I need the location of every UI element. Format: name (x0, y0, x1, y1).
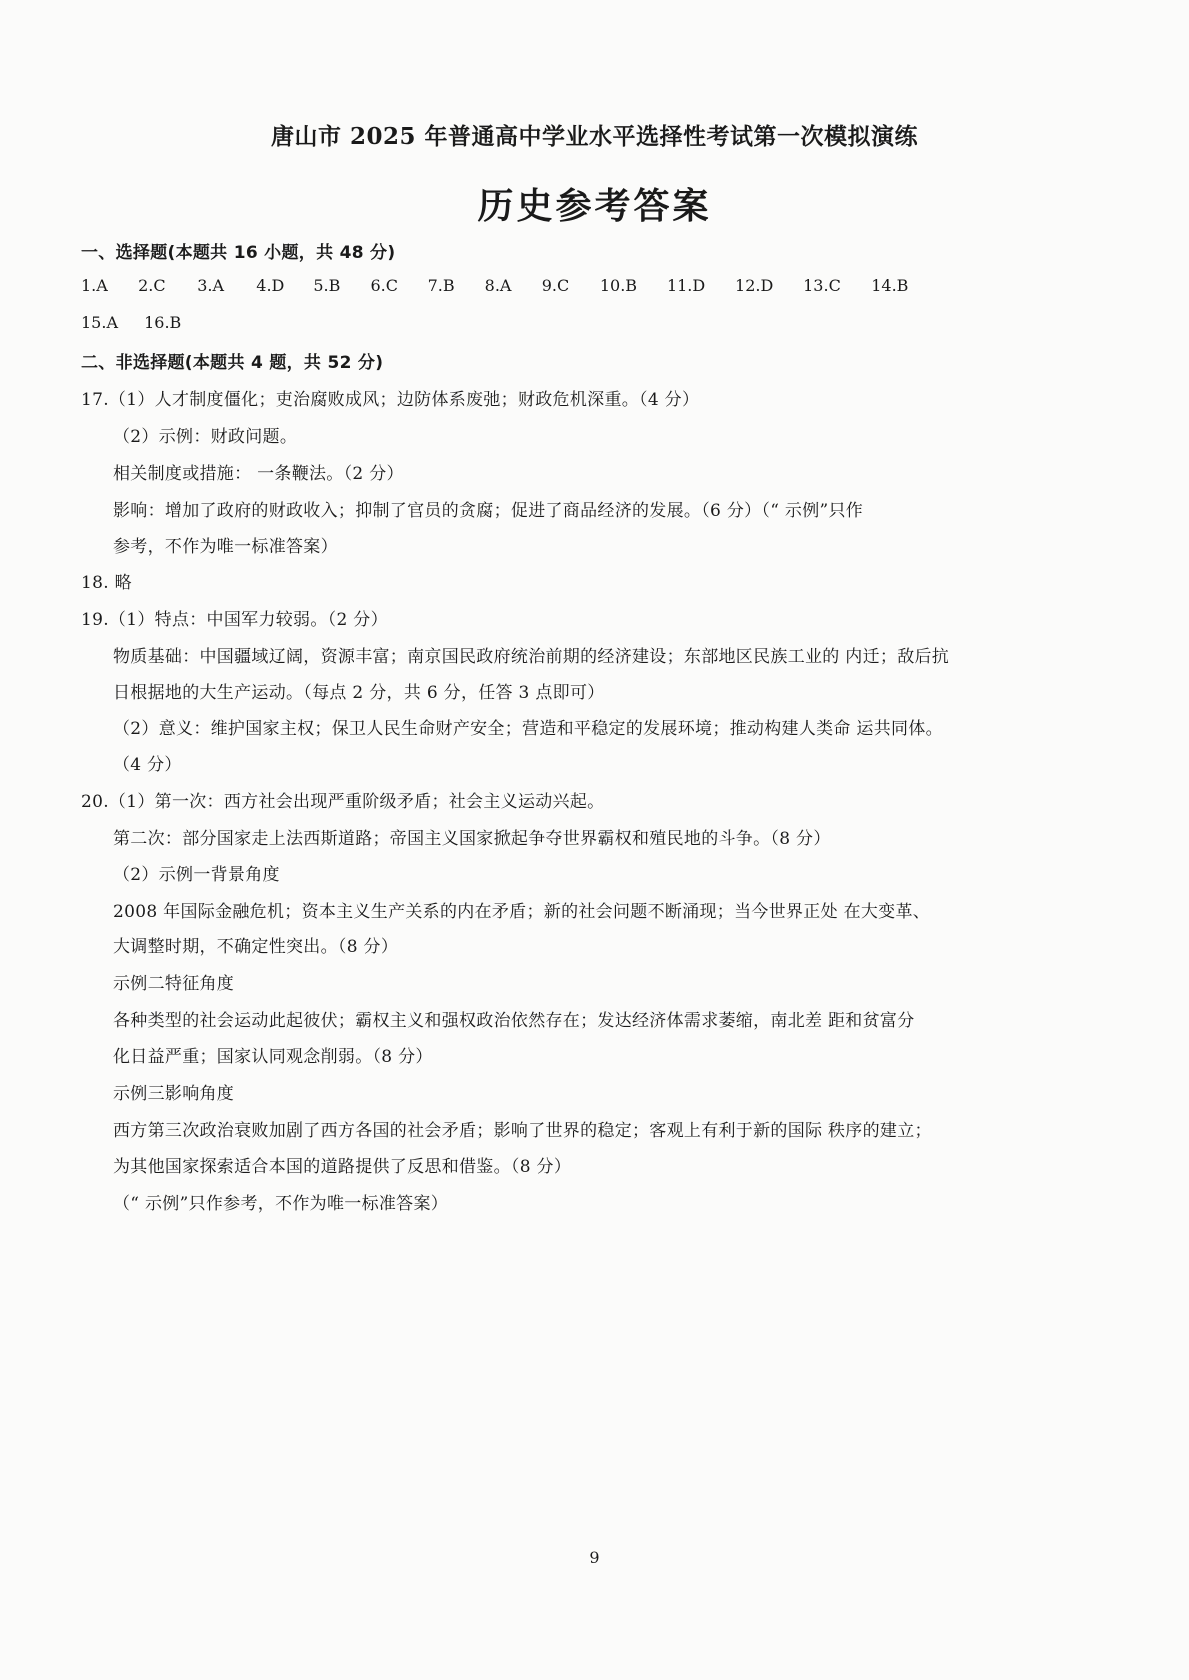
answer-line: 日根据地的大生产运动。（每点 2 分，共 6 分，任答 3 点即可） (113, 683, 605, 703)
answer-item: 11.D (666, 276, 706, 295)
answer-item: 12.D (735, 276, 774, 295)
answer-line: 大调整时期，不确定性突出。（8 分） (113, 937, 399, 957)
answer-item: 3.A (197, 276, 225, 295)
exam-title: 唐山市 2025 年普通高中学业水平选择性考试第一次模拟演练 (270, 123, 919, 150)
answer-line: （2）意义：维护国家主权；保卫人民生命财产安全；营造和平稳定的发展环境；推动构建人类命 运共同体。 (113, 719, 943, 739)
answer-item: 13.C (803, 276, 841, 295)
page-number: 9 (589, 1548, 600, 1567)
answer-line: 19.（1）特点：中国军力较弱。（2 分） (81, 610, 388, 630)
answer-line: 示例二特征角度 (113, 974, 235, 994)
answer-line: 20.（1）第一次：西方社会出现严重阶级矛盾；社会主义运动兴起。 (81, 792, 605, 812)
answer-line: 第二次：部分国家走上法西斯道路；帝国主义国家掀起争夺世界霸权和殖民地的斗争。（8 分） (113, 829, 831, 849)
answer-row-1 (81, 276, 934, 295)
answer-row-2 (81, 313, 202, 332)
answer-item: 7.B (427, 276, 455, 295)
answer-item: 16.B (144, 313, 182, 332)
answer-line: 17.（1）人才制度僵化；吏治腐败成风；边防体系废弛；财政危机深重。（4 分） (81, 390, 700, 410)
answer-item: 6.C (370, 276, 398, 295)
answer-item: 15.A (81, 313, 118, 332)
answer-item: 9.C (541, 276, 570, 295)
answer-line: 相关制度或措施： 一条鞭法。（2 分） (113, 464, 404, 484)
section1-heading: 一、选择题(本题共 16 小题，共 48 分) (81, 243, 396, 263)
answer-line: 18. 略 (81, 573, 132, 593)
section2-heading: 二、非选择题(本题共 4 题，共 52 分) (81, 353, 384, 373)
answer-line: 参考，不作为唯一标准答案） (113, 537, 338, 557)
answer-item: 14.B (871, 276, 909, 295)
answer-line: 影响：增加了政府的财政收入；抑制了官员的贪腐；促进了商品经济的发展。（6 分）（“ 示例”只作 (113, 501, 864, 521)
answer-item: 8.A (484, 276, 512, 295)
answer-line: （“ 示例”只作参考，不作为唯一标准答案） (113, 1194, 449, 1214)
answer-line: 化日益严重；国家认同观念削弱。（8 分） (113, 1047, 433, 1067)
answer-line: 为其他国家探索适合本国的道路提供了反思和借鉴。（8 分） (113, 1157, 572, 1177)
answer-item: 5.B (313, 276, 341, 295)
answer-line: （2）示例一背景角度 (113, 865, 280, 885)
answer-item: 1.A (81, 276, 108, 295)
answer-item: 10.B (599, 276, 638, 295)
answer-line: 物质基础：中国疆域辽阔，资源丰富；南京国民政府统治前期的经济建设；东部地区民族工业的 内迁；敌后抗 (113, 647, 950, 667)
answer-line: 各种类型的社会运动此起彼伏；霸权主义和强权政治依然存在；发达经济体需求萎缩，南北差 距和贫富分 (113, 1011, 915, 1031)
answer-line: （2）示例：财政问题。 (113, 427, 298, 447)
subject-title: 历史参考答案 (477, 186, 712, 227)
answer-line: 西方第三次政治衰败加剧了西方各国的社会矛盾；影响了世界的稳定；客观上有利于新的国际 秩序的建立； (113, 1121, 932, 1141)
answer-line: 示例三影响角度 (113, 1084, 235, 1104)
answer-line: 2008 年国际金融危机；资本主义生产关系的内在矛盾；新的社会问题不断涌现；当今世界正处 在大变革、 (113, 902, 931, 922)
answer-item: 2.C (138, 276, 166, 295)
answer-item: 4.D (256, 276, 285, 295)
answer-line: （4 分） (113, 755, 182, 775)
